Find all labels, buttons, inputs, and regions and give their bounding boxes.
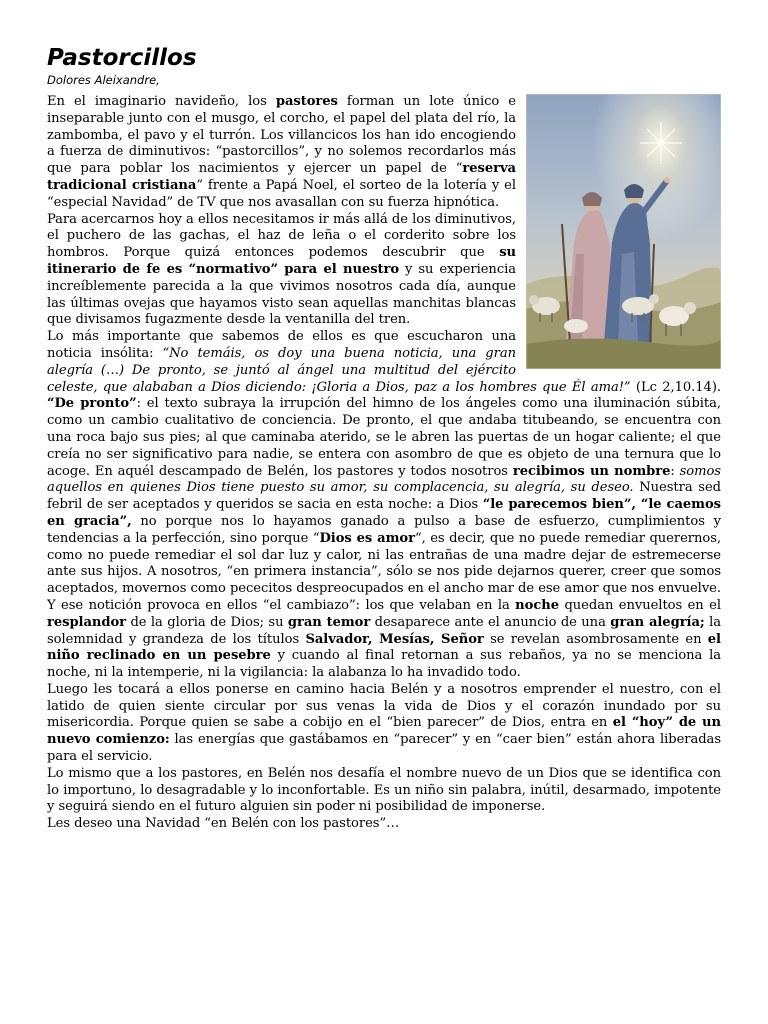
text-run: Nuestra sed febril de ser aceptados y queridos se sacia en esta noche: a Dios (47, 480, 721, 513)
bold-text: gran temor (287, 614, 371, 630)
paragraph (47, 329, 721, 598)
text-run: y cuando al final retornan a sus rebaños, ya no se menciona la noche, ni la intemperie, ni la vigilancia: la alabanza lo ha invadido todo. (47, 648, 721, 681)
paragraph (47, 682, 721, 766)
text-run: la solemnidad y grandeza de los títulos (47, 614, 722, 647)
text-run: Les deseo una Navidad “en Belén con los pastores”… (47, 816, 400, 832)
bold-text: el niño reclinado en un pesebre (47, 631, 721, 664)
bold-text: “De pronto” (47, 396, 137, 412)
text-run: Lo mismo que a los pastores, en Belén nos desafía el nombre nuevo de un Dios que se identifica con lo importuno, lo desagradable y lo inconfortable. Es un niño sin palabra, inútil, desarmado, impotente y seguirá siendo en el futuro alguien sin poder ni posibilidad de imponerse. (47, 765, 721, 815)
shepherds-illustration (526, 94, 721, 369)
bold-text: Salvador, Mesías, Señor (305, 631, 484, 647)
bold-text: el “hoy” de un nuevo comienzo: (47, 715, 721, 748)
text-run: Lo más importante que sabemos de ellos es que escucharon una noticia insólita: (47, 329, 516, 361)
text-run: Para acercarnos hoy a ellos necesitamos ir más allá de los diminutivos, el puchero de las gachas, el haz de leña o el corderito sobre los hombros. Porque quizá entonces podemos descubrir que (47, 211, 516, 261)
bold-text: resplandor (47, 614, 127, 630)
text-run: quedan envueltos en el (559, 597, 721, 613)
bold-text: recibimos un nombre (512, 463, 671, 479)
bold-text: pastores (275, 94, 338, 109)
text-run: desaparece ante el anuncio de una (370, 614, 611, 630)
text-run: Luego les tocará a ellos ponerse en camino hacia Belén y a nosotros emprender el nuestro, con el latido de quien siente circular por sus venas la vida de Dios y el corazón inundado por su misericordia. Porque quien se sabe a cobijo en el “bien parecer” de Dios, entra en (47, 681, 721, 731)
bold-text: Dios es amor (319, 530, 415, 546)
text-run: se revelan asombrosamente en (483, 631, 708, 647)
bold-text: noche (515, 597, 559, 613)
italic-text: somos aquellos en quienes Dios tiene puesto su amor, su complacencia, su alegría, su deseo. (47, 463, 721, 496)
bold-text: “le parecemos bien”, “le caemos en gracia”, (47, 497, 721, 529)
text-run: : el texto subraya la irrupción del himno de los ángeles como una iluminación súbita, como un cambio cualitativo de conciencia. De pronto, el que andaba titubeando, se encuentra con una roca bajo sus pies; al que caminaba aterido, se le abren las puertas de un hogar caliente; el que creía no ser significativo para nadie, se entera con asombro de que es objeto de una ternura que lo acoge. En aquél descampado de Belén, los pastores y todos nosotros (47, 396, 721, 479)
text-run: forman un lote único e inseparable junto con el musgo, el corcho, el papel del plata del río, la zambomba, el pavo y el turrón. Los villancicos los han ido encogiendo a fuerza de diminutivos: “pastorcillos”, y no solemos recordarlos más que para poblar los nacimientos y ejercer un papel de “ (47, 94, 516, 177)
text-run: “, es decir, que no puede remediar querernos, como no puede remediar el sol dar luz y calor, ni las entrañas de una madre dejar de estremecerse ante sus hijos. A nosotros, “en primera instancia”, sólo se nos pide dejarnos querer, creer que somos aceptados, movernos como pececitos despreocupados en el ancho mar de ese amor que nos envuelve. (47, 530, 721, 597)
text-run: ” frente a Papá Noel, el sorteo de la lotería y el “especial Navidad” de TV que nos avasallan con su fuerza hipnótica. (47, 177, 516, 210)
text-run: : (670, 463, 680, 479)
italic-text: “No temáis, os doy una buena noticia, una gran alegría (…) De pronto, se juntó al ángel una multitud del ejército celeste, que alababan a Dios diciendo: ¡Gloria a Dios, paz a los hombres que Él ama!” (47, 345, 631, 395)
text-run: de la gloria de Dios; su (126, 614, 288, 630)
document-page (47, 44, 721, 833)
bold-text: reserva tradicional cristiana (47, 161, 516, 193)
text-run: En el imaginario navideño, los (47, 94, 276, 109)
text-run: no porque nos lo hayamos ganado a pulso a base de esfuerzo, cumplimientos y tendencias a la perfección, sino porque “ (47, 513, 722, 546)
text-run: las energías que gastábamos en “parecer” y en “caer bien” están ahora liberadas para el servicio. (47, 732, 721, 765)
text-run: (Lc 2,10.14). (630, 379, 721, 395)
shepherds-star-image (526, 94, 721, 369)
bold-text: gran alegría; (610, 614, 705, 630)
text-run: y su experiencia increíblemente parecida a la que vivimos nosotros cada día, aunque las últimas ovejas que hayamos visto sean aquellas manchitas blancas que divisamos fugazmente desde la ventanilla del tren. (47, 261, 516, 328)
text-run: Y ese notición provoca en ellos “el cambiazo”: los que velaban en la (47, 597, 516, 613)
page-title: Pastorcillos (47, 45, 197, 71)
paragraph (47, 598, 721, 682)
bold-text: su itinerario de fe es “normativo” para el nuestro (47, 245, 516, 277)
paragraph (47, 766, 721, 816)
author-name: Dolores Aleixandre, (47, 73, 160, 87)
paragraph (47, 816, 721, 833)
